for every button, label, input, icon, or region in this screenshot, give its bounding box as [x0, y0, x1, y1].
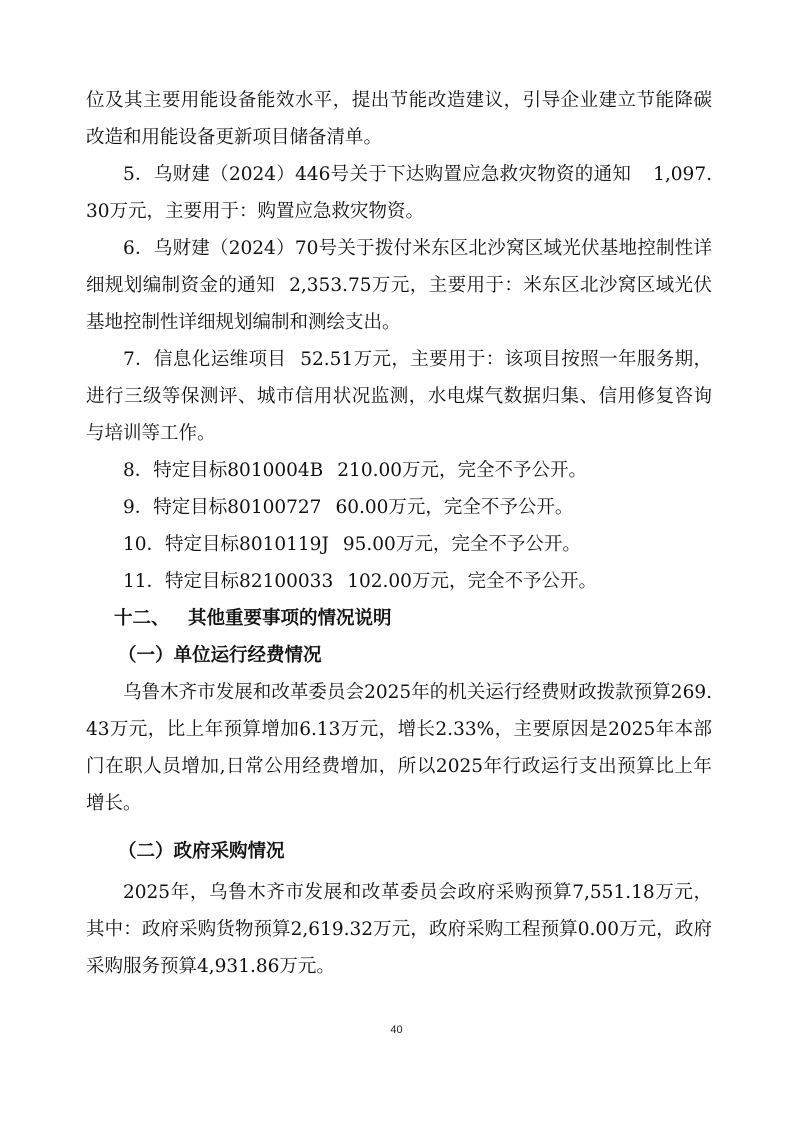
item-number: 5．: [123, 164, 154, 185]
item-description: ，主要用于：购置应急救灾物资。: [146, 201, 425, 222]
item-name: 特定目标8010004B: [153, 460, 324, 481]
item-number: 11．: [123, 571, 166, 592]
page-content: [86, 82, 712, 985]
operating-funds-paragraph: 乌鲁木齐市发展和改革委员会2025年的机关运行经费财政拨款预算269.43万元，比上年预算增加6.13万元，增长2.33%，主要原因是2025年本部门在职人员增加,日常公用经费增加，所以2025年行政运行支出预算比上年增长。: [86, 682, 712, 814]
item-amount: 60.00万元: [335, 497, 426, 518]
item-description: ，主要用于：该项目按照一年服务期，进行三级等保测评、城市信用状况监测，水电煤气数据归集、信用修复咨询与培训等工作。: [86, 349, 712, 444]
item-name: 乌财建（2024）70号关于拨付米东区北沙窝区域光伏基地控制性详细规划编制资金的通知: [86, 238, 712, 296]
list-item-9: [86, 489, 712, 526]
item-amount: 2,353.75万元: [289, 275, 410, 296]
item-name: 特定目标8010119J: [165, 534, 329, 555]
subsection-heading-operating-funds: （一）单位运行经费情况: [118, 645, 322, 666]
item-name: 乌财建（2024）446号关于下达购置应急救灾物资的通知: [153, 164, 632, 185]
item-number: 6．: [123, 238, 154, 259]
continuation-paragraph: 位及其主要用能设备能效水平，提出节能改造建议，引导企业建立节能降碳改造和用能设备更新项目储备清单。: [86, 90, 712, 148]
item-description: ，主要用于：米东区北沙窝区域光伏基地控制性详细规划编制和测绘支出。: [86, 275, 712, 333]
list-item-6: [86, 230, 712, 341]
item-amount: 102.00万元: [347, 571, 449, 592]
subsection-heading-procurement: （二）政府采购情况: [118, 841, 285, 862]
list-item-5: [86, 156, 712, 230]
item-amount: 52.51万元: [300, 349, 392, 370]
item-amount: 95.00万元: [342, 534, 433, 555]
item-number: 10．: [123, 534, 166, 555]
item-number: 7．: [123, 349, 155, 370]
section-heading: [114, 600, 712, 637]
item-description: ，完全不予公开。: [448, 571, 597, 592]
list-item-10: [86, 526, 712, 563]
item-number: 9．: [123, 497, 154, 518]
item-name: 特定目标82100033: [165, 571, 334, 592]
page-number: 40: [390, 1024, 403, 1036]
item-amount: 210.00万元: [337, 460, 440, 481]
list-item-7: [86, 341, 712, 452]
procurement-paragraph: 2025年，乌鲁木齐市发展和改革委员会政府采购预算7,551.18万元，其中：政府采购货物预算2,619.32万元，政府采购工程预算0.00万元，政府采购服务预算4,931.86万元。: [86, 882, 712, 977]
item-description: ，完全不予公开。: [425, 497, 574, 518]
item-number: 8．: [123, 460, 154, 481]
section-number: 十二、: [114, 608, 170, 629]
item-amount: 1,097.30万元: [86, 164, 712, 222]
item-name: 信息化运维项目: [154, 349, 287, 370]
item-description: ，完全不予公开。: [439, 460, 588, 481]
list-item-8: [86, 452, 712, 489]
item-description: ，完全不予公开。: [432, 534, 581, 555]
item-name: 特定目标80100727: [153, 497, 322, 518]
list-item-11: [86, 563, 712, 600]
section-title: 其他重要事项的情况说明: [188, 608, 392, 629]
